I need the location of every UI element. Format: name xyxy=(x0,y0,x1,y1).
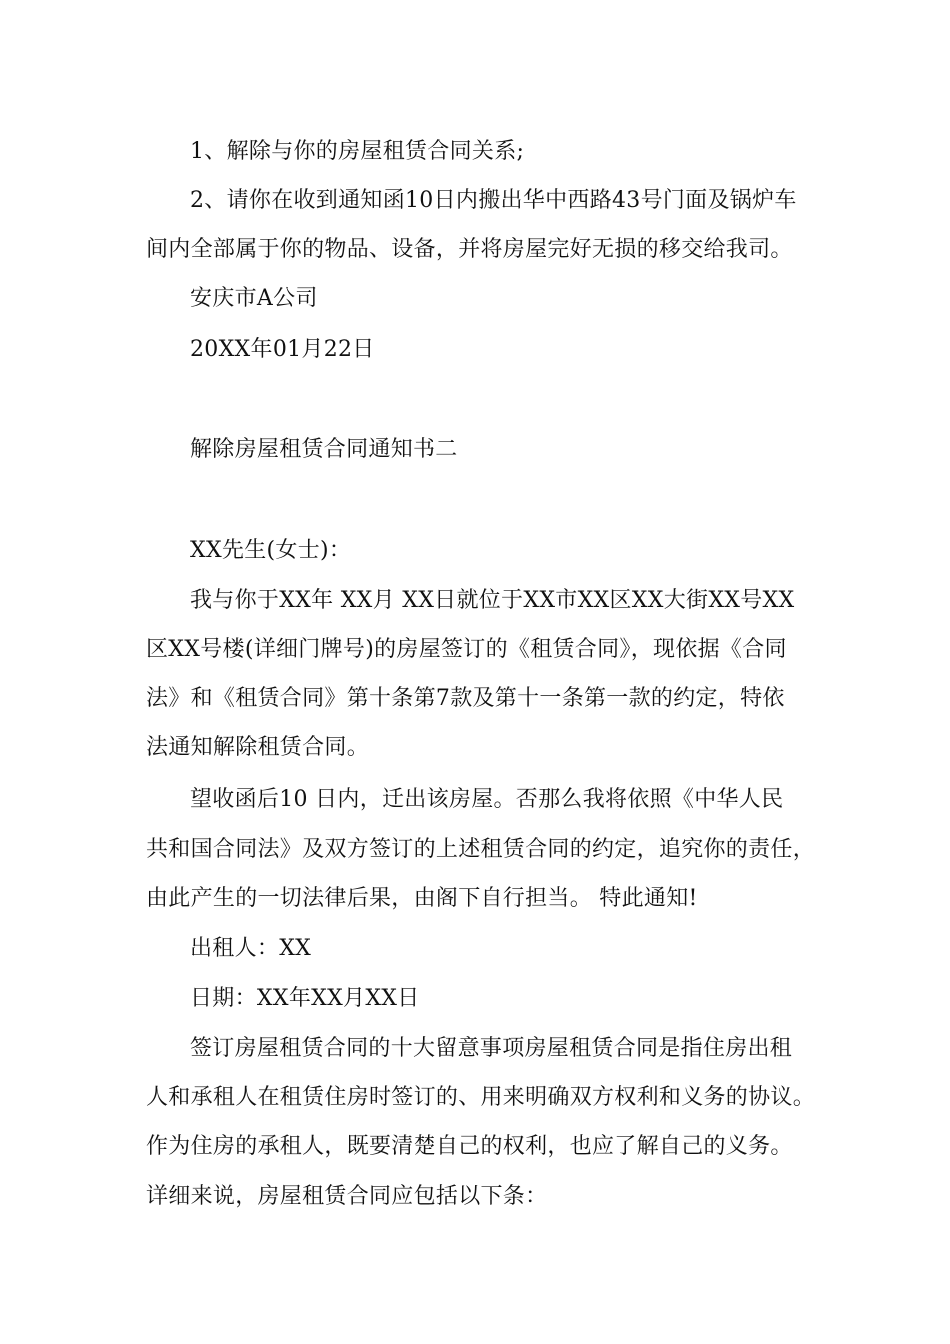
clause-2: 2、请你在收到通知函10日内搬出华中西路43号门面及锅炉车 xyxy=(190,188,797,213)
sender-date: 20XX年01月22日 xyxy=(190,337,375,362)
salutation: XX先生(女士)： xyxy=(190,538,352,563)
sender-company: 安庆市A公司 xyxy=(190,286,318,311)
body-paragraph-2-line-3: 由此产生的一切法律后果，由阁下自行担当。 特此通知! xyxy=(146,886,698,911)
tips-paragraph-line-1: 签订房屋租赁合同的十大留意事项房屋租赁合同是指住房出租 xyxy=(190,1036,793,1061)
clause-2-continued: 间内全部属于你的物品、设备，并将房屋完好无损的移交给我司。 xyxy=(146,237,793,262)
body-paragraph-2-line-2: 共和国合同法》及双方签订的上述租赁合同的约定，追究你的责任， xyxy=(146,837,816,862)
signature-date: 日期：XX年XX月XX日 xyxy=(190,986,420,1011)
clause-1: 1、解除与你的房屋租赁合同关系; xyxy=(190,139,525,164)
tips-paragraph-line-2: 人和承租人在租赁住房时签订的、用来明确双方权利和义务的协议。 xyxy=(146,1085,816,1110)
body-paragraph-1-line-3: 法》和《租赁合同》第十条第7款及第十一条第一款的约定，特依 xyxy=(146,686,785,711)
body-paragraph-1-line-4: 法通知解除租赁合同。 xyxy=(146,735,370,760)
tips-paragraph-line-4: 详细来说，房屋租赁合同应包括以下条： xyxy=(146,1184,548,1209)
body-paragraph-2-line-1: 望收函后10 日内，迁出该房屋。否那么我将依照《中华人民 xyxy=(190,787,784,812)
notice-title: 解除房屋租赁合同通知书二 xyxy=(190,437,458,462)
body-paragraph-1-line-2: 区XX号楼(详细门牌号)的房屋签订的《租赁合同》，现依据《合同 xyxy=(146,637,787,662)
tips-paragraph-line-3: 作为住房的承租人，既要清楚自己的权利，也应了解自己的义务。 xyxy=(146,1134,793,1159)
body-paragraph-1-line-1: 我与你于XX年 XX月 XX日就位于XX市XX区XX大街XX号XX xyxy=(190,588,795,613)
lessor-signature: 出租人：XX xyxy=(190,936,312,961)
